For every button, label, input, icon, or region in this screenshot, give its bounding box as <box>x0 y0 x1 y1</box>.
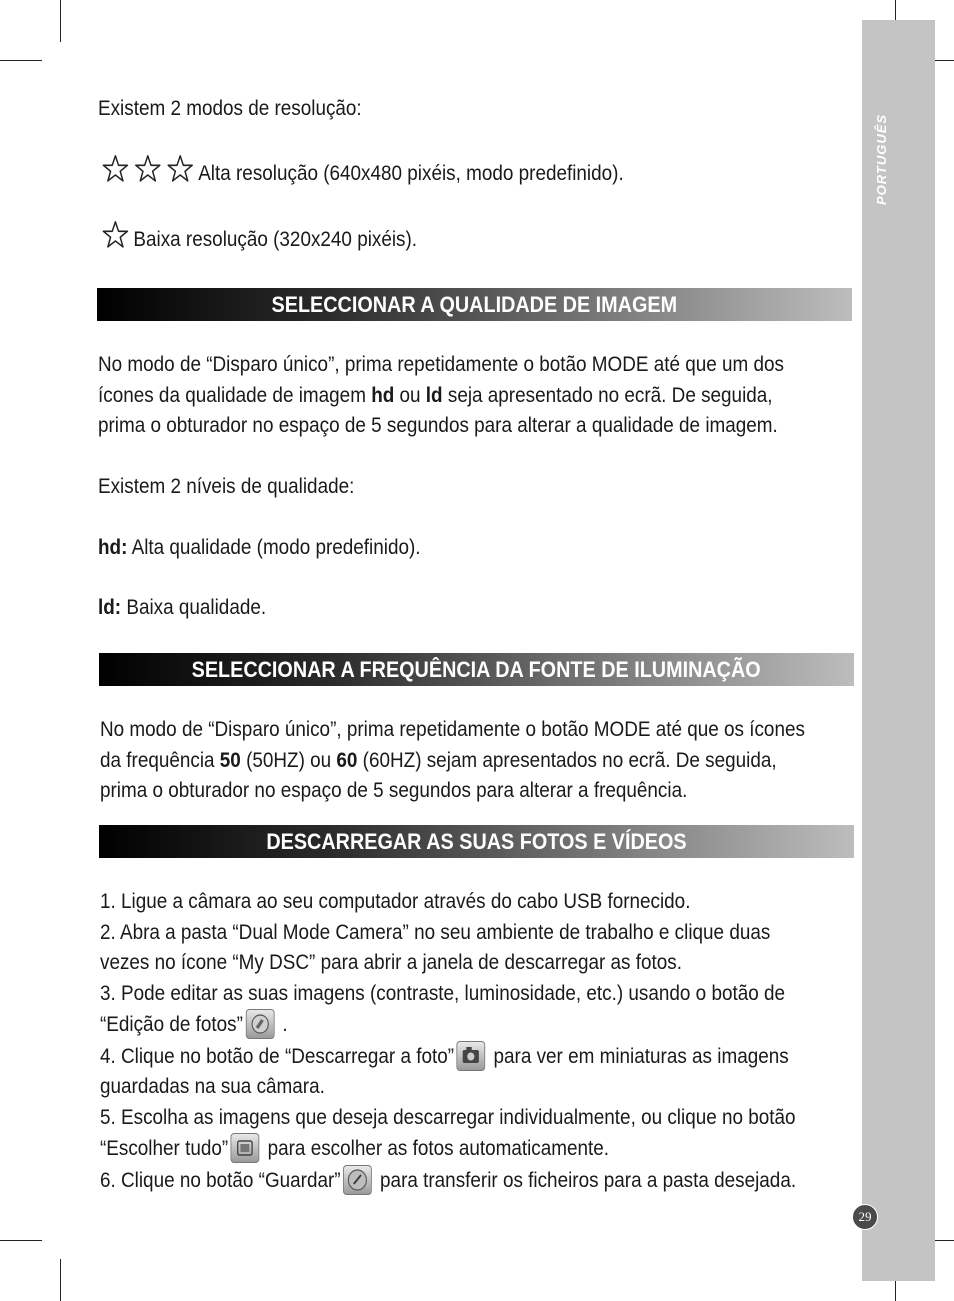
ld-quality-line: ld: Baixa qualidade. <box>98 596 267 619</box>
ld-keyword: ld <box>425 383 443 407</box>
frequency-paragraph <box>100 715 805 807</box>
hd-quality-line: hd: Alta qualidade (modo predefinido). <box>98 536 421 559</box>
save-icon <box>343 1165 372 1195</box>
photo-edit-icon <box>246 1009 275 1039</box>
select-all-icon <box>231 1133 260 1163</box>
low-resolution-line <box>101 220 417 256</box>
text-line: No modo de “Disparo único”, prima repetidamente o botão MODE até que os ícones <box>100 718 805 741</box>
step-5: 5. Escolha as imagens que deseja descarregar individualmente, ou clique no botão <box>100 1105 796 1129</box>
download-steps <box>100 887 796 1196</box>
language-side-tab <box>862 20 935 1281</box>
crop-mark <box>0 1240 42 1241</box>
high-resolution-text: Alta resolução (640x480 pixéis, modo predefinido). <box>198 162 624 185</box>
step-2: 2. Abra a pasta “Dual Mode Camera” no seu ambiente de trabalho e clique duas <box>100 920 771 944</box>
text-line: ícones da qualidade de imagem hd ou ld seja apresentado no ecrã. De seguida, <box>98 383 773 407</box>
text-line: guardadas na sua câmara. <box>100 1075 325 1098</box>
text-line: prima o obturador no espaço de 5 segundos para alterar a qualidade de imagem. <box>98 414 778 437</box>
page-number: 29 <box>852 1204 878 1230</box>
crop-mark <box>60 0 61 42</box>
crop-mark <box>0 60 42 61</box>
text-line: “Edição de fotos” . <box>100 1009 796 1041</box>
star-icon <box>101 220 130 250</box>
section-title: DESCARREGAR AS SUAS FOTOS E VÍDEOS <box>266 829 687 854</box>
text-line: da frequência 50 (50HZ) ou 60 (60HZ) sejam apresentados no ecrã. De seguida, <box>100 748 777 772</box>
section-banner-download <box>99 825 854 858</box>
resolution-intro: Existem 2 modos de resolução: <box>98 97 362 120</box>
section-banner-light-frequency <box>99 653 854 686</box>
section-title: SELECCIONAR A FREQUÊNCIA DA FONTE DE ILUMINAÇÃO <box>191 657 762 682</box>
text-line: “Escolher tudo” para escolher as fotos automaticamente. <box>100 1133 796 1165</box>
quality-paragraph <box>98 350 784 442</box>
hd-keyword: hd <box>371 383 395 407</box>
section-title: SELECCIONAR A QUALIDADE DE IMAGEM <box>271 292 678 317</box>
low-resolution-text: Baixa resolução (320x240 pixéis). <box>133 228 418 251</box>
download-photo-icon <box>457 1041 486 1071</box>
text-line: prima o obturador no espaço de 5 segundos para alterar a frequência. <box>100 779 688 802</box>
step-3: 3. Pode editar as suas imagens (contraste, luminosidade, etc.) usando o botão de <box>100 981 786 1005</box>
text-line: vezes no ícone “My DSC” para abrir a janela de descarregar as fotos. <box>100 951 682 974</box>
step-6: 6. Clique no botão “Guardar” para transferir os ficheiros para a pasta desejada. <box>100 1165 796 1197</box>
quality-levels-intro: Existem 2 níveis de qualidade: <box>98 475 355 498</box>
section-banner-image-quality <box>97 288 852 321</box>
three-stars-icon <box>101 154 198 190</box>
step-4: 4. Clique no botão de “Descarregar a foto” para ver em miniaturas as imagens <box>100 1041 796 1073</box>
text-line: No modo de “Disparo único”, prima repetidamente o botão MODE até que um dos <box>98 353 785 376</box>
step-1: 1. Ligue a câmara ao seu computador através do cabo USB fornecido. <box>100 890 691 913</box>
crop-mark <box>60 1259 61 1301</box>
high-resolution-line <box>101 154 624 190</box>
language-label: PORTUGUÊS <box>874 113 889 205</box>
